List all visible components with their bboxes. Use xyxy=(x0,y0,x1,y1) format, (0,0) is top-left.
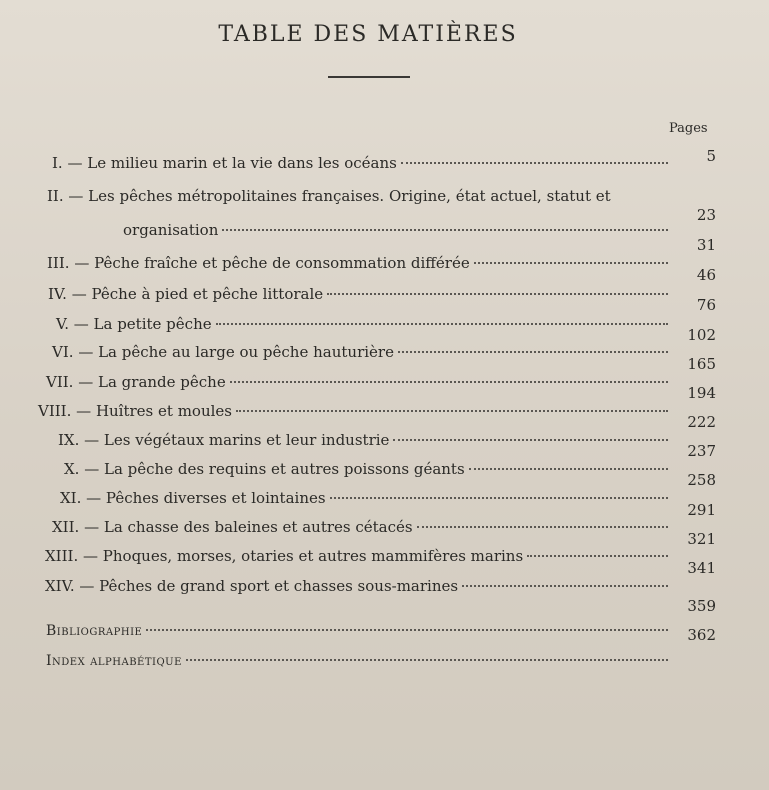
toc-entry xyxy=(38,398,668,420)
entry-title: — Huîtres et moules xyxy=(76,402,232,420)
entry-number: III. xyxy=(47,254,70,272)
dot-leader xyxy=(401,146,668,164)
entry-number: VIII. xyxy=(38,402,72,420)
dot-leader xyxy=(216,307,668,325)
index-page: 362 xyxy=(687,626,716,644)
dot-leader xyxy=(398,335,668,353)
dot-leader xyxy=(230,365,668,383)
entry-number: IV. xyxy=(48,285,67,303)
entry-page: 76 xyxy=(696,296,716,314)
entry-page: 321 xyxy=(687,530,716,548)
dot-leader xyxy=(462,569,668,587)
dot-leader xyxy=(327,277,668,295)
entry-number: I. xyxy=(52,154,63,172)
entry-number: XIII. xyxy=(45,547,79,565)
toc-entry xyxy=(45,573,668,595)
entry-title: — La petite pêche xyxy=(73,315,212,333)
entry-title: — La chasse des baleines et autres cétacés xyxy=(84,518,413,536)
entry-page: 341 xyxy=(687,559,716,577)
entry-page: 194 xyxy=(687,384,716,402)
toc-entry xyxy=(52,150,668,172)
entry-number: IX. xyxy=(58,431,80,449)
entry-number: X. xyxy=(64,460,80,478)
toc-entry xyxy=(58,427,668,449)
dot-leader xyxy=(469,452,668,470)
entry-number: XIV. xyxy=(45,577,75,595)
entry-title: — La grande pêche xyxy=(78,373,226,391)
entry-title: — Les végétaux marins et leur industrie xyxy=(84,431,390,449)
entry-page: 102 xyxy=(687,326,716,344)
entry-title: — La pêche des requins et autres poissons géants xyxy=(84,460,465,478)
entry-page: 23 xyxy=(696,206,716,224)
entry-number: V. xyxy=(56,315,69,333)
toc-entry xyxy=(46,369,668,391)
entry-title: — Pêche à pied et pêche littorale xyxy=(71,285,324,303)
entry-page: 5 xyxy=(706,147,716,165)
entry-page: 165 xyxy=(687,355,716,373)
toc-index xyxy=(46,647,668,669)
dot-leader xyxy=(236,394,668,412)
entry-number: XI. xyxy=(60,489,82,507)
toc-entry xyxy=(45,543,668,565)
toc-entry xyxy=(47,187,687,209)
entry-number: VII. xyxy=(46,373,74,391)
entry-page: 237 xyxy=(687,442,716,460)
bibliography-page: 359 xyxy=(687,597,716,615)
entry-title: — Les pêches métropolitaines françaises. Origine, état actuel, statut et xyxy=(68,187,611,205)
pages-column-label: Pages xyxy=(669,121,708,136)
toc-entry xyxy=(48,281,668,303)
bibliography-label: Bibliographie xyxy=(46,623,143,639)
toc-entry-continuation xyxy=(123,217,668,239)
entry-number: XII. xyxy=(52,518,80,536)
entry-page: 222 xyxy=(687,413,716,431)
toc-entry xyxy=(52,514,668,536)
dot-leader xyxy=(146,613,668,631)
dot-leader xyxy=(393,423,668,441)
entry-title-continued: organisation xyxy=(123,221,219,239)
index-label: Index alphabétique xyxy=(46,653,182,669)
entry-title: — La pêche au large ou pêche hauturière xyxy=(78,343,394,361)
entry-page: 291 xyxy=(687,501,716,519)
toc-entry xyxy=(56,311,668,333)
entry-title: — Pêche fraîche et pêche de consommation différée xyxy=(74,254,470,272)
toc-entry xyxy=(64,456,668,478)
dot-leader xyxy=(417,510,668,528)
entry-page: 258 xyxy=(687,471,716,489)
dot-leader xyxy=(330,481,668,499)
entry-title: — Pêches de grand sport et chasses sous-marines xyxy=(79,577,459,595)
entry-page: 46 xyxy=(696,266,716,284)
entry-page: 31 xyxy=(696,236,716,254)
page-title: TABLE DES MATIÈRES xyxy=(218,22,518,47)
toc-bibliography xyxy=(46,617,668,639)
toc-entry xyxy=(60,485,668,507)
entry-title: — Pêches diverses et lointaines xyxy=(86,489,326,507)
toc-entry xyxy=(52,339,668,361)
dot-leader xyxy=(474,246,668,264)
dot-leader xyxy=(527,539,668,557)
dot-leader xyxy=(222,213,668,231)
entry-title: — Le milieu marin et la vie dans les océans xyxy=(67,154,397,172)
entry-number: VI. xyxy=(52,343,74,361)
entry-title: — Phoques, morses, otaries et autres mammifères marins xyxy=(83,547,524,565)
entry-number: II. xyxy=(47,187,64,205)
toc-entry xyxy=(47,250,668,272)
dot-leader xyxy=(186,643,668,661)
